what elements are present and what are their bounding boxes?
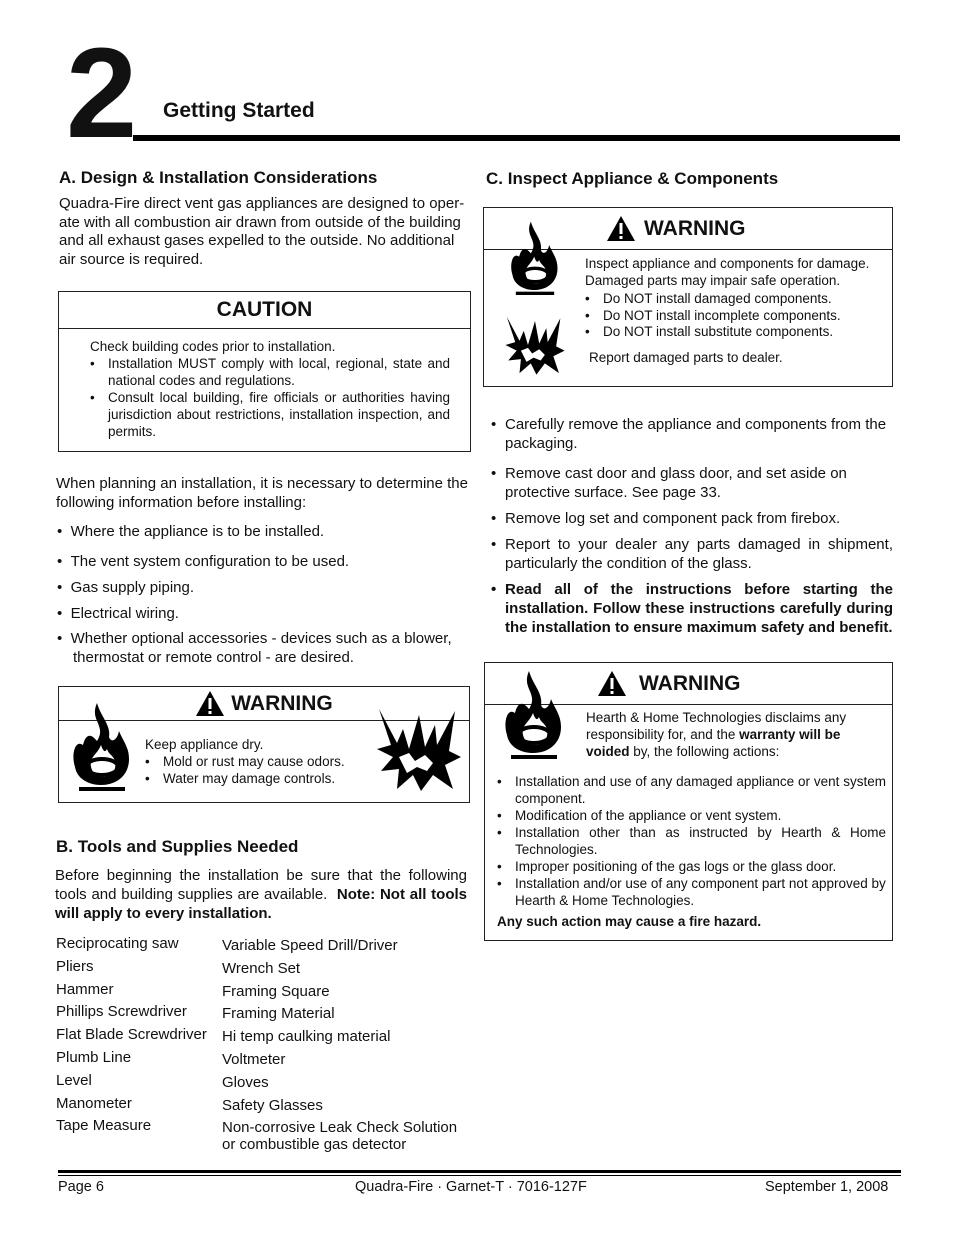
warning-title: WARNING [639,671,741,695]
section-a-intro [59,195,464,270]
warning-triangle-icon [597,670,627,697]
chapter-rule [133,135,900,141]
tool-item: Level [56,1071,92,1089]
warning-disclaimer-item: • Improper positioning of the gas logs or the glass door. [497,858,886,875]
warning-disclaimer-lead: Hearth & Home Technologies disclaims any responsibility for, and the warranty will be voided by, the following actions: [586,710,847,759]
tool-item: Reciprocating saw [56,935,179,952]
chapter-title: Getting Started [163,99,315,122]
caution-body [90,338,450,440]
planning-item: • The vent system configuration to be used. [57,553,350,570]
flame-icon [502,220,568,300]
footer-doc: Quadra-Fire · Garnet-T · 7016-127F [355,1179,587,1195]
warning-inspect-footer: Report damaged parts to dealer. [589,349,783,365]
inspect-step: • Report to your dealer any parts damaged in shipment, particularly the condition of the glass. [489,535,893,573]
warning-disclaimer-box [484,662,893,941]
inspect-steps [489,415,893,637]
inspect-step: • Remove cast door and glass door, and set aside on protective surface. See page 33. [489,464,893,502]
planning-item: • Gas supply piping. [57,579,194,596]
footer-rule [58,1170,901,1173]
warning-inspect-item: • Do NOT install substitute components. [585,324,875,341]
warning-title: WARNING [231,691,333,715]
tool-item: Tape Measure [56,1117,152,1135]
tool-item: Gloves [222,1073,269,1091]
warning-disclaimer-footer: Any such action may cause a fire hazard. [497,914,762,929]
caution-box [58,291,471,452]
tool-item: Hammer [56,980,114,998]
tool-item: Manometer [56,1094,132,1112]
tools-right-list [222,937,457,1159]
inspect-step-bold: • Read all of the instructions before starting the installation. Follow these instructions carefully during the installation to ensure maximum safety and benefit. [489,580,893,637]
warning-triangle-icon [606,215,636,242]
tool-item: Voltmeter [222,1050,286,1068]
warning-disclaimer-item: • Installation and/or use of any component part not approved by Hearth & Home Technologies. [497,875,886,909]
warning-disclaimer-item: • Modification of the appliance or vent system. [497,807,886,824]
warning-inspect-item: • Do NOT install incomplete components. [585,308,875,325]
tool-item: Non-corrosive Leak Check Solution [222,1119,458,1137]
caution-title: CAUTION [59,292,470,329]
tool-item: Flat Blade Screwdriver [56,1026,207,1044]
warning-disclaimer-body [497,773,886,930]
section-c-heading: C. Inspect Appliance & Components [486,169,779,188]
tool-item: Framing Material [222,1005,335,1023]
section-b-heading: B. Tools and Supplies Needed [56,837,299,856]
footer-date: September 1, 2008 [765,1179,889,1195]
section-b-intro: Before beginning the installation be sure that the following tools and building supplies are available. Note: Not all tools will apply to every installation. [55,867,467,922]
caution-lead: Check building codes prior to installation. [90,339,336,354]
intro-line: and all exhaust gases expelled to the outside. No additional [59,232,455,250]
intro-line: Quadra-Fire direct vent gas appliances are designed to oper- [59,195,465,212]
tool-item: or combustible gas detector [222,1136,407,1154]
warning-inspect-box [483,207,893,387]
footer-page: Page 6 [58,1179,104,1195]
intro-line: air source is required. [59,251,204,269]
section-a-heading: A. Design & Installation Considerations [59,168,378,187]
footer-rule [58,1175,901,1176]
flame-icon [67,701,137,797]
warning-dry-item: • Mold or rust may cause odors. [145,753,385,770]
tool-item: Pliers [56,957,94,975]
warning-dry-item: • Water may damage controls. [145,770,385,787]
warning-disclaimer-item: • Installation and use of any damaged appliance or vent system component. [497,773,886,807]
warning-dry-body [145,736,385,787]
tool-item: Variable Speed Drill/Driver [222,937,398,954]
planning-item: • Where the appliance is to be installed. [57,523,325,540]
tool-item: Phillips Screwdriver [56,1003,187,1021]
warning-triangle-icon [195,690,225,717]
explosion-icon [375,705,463,793]
tool-item: Hi temp caulking material [222,1028,391,1046]
intro-line: ate with all combustion air drawn from outside of the building [59,213,461,231]
warning-inspect-body [585,256,875,366]
flame-icon [499,669,569,765]
tool-item: Wrench Set [222,959,301,977]
planning-item: • Whether optional accessories - devices such as a blower, thermostat or remote control - are desired. [57,630,452,666]
warning-inspect-lead: Inspect appliance and components for damage. Damaged parts may impair safe operation. [585,256,870,288]
inspect-step: • Carefully remove the appliance and components from the packaging. [489,415,893,453]
planning-text: When planning an installation, it is necessary to determine the following information before installing: [56,475,468,511]
tool-item: Framing Square [222,982,330,1000]
planning-item: • Electrical wiring. [57,605,179,622]
section-b-note: Note: Not all tools will apply to every installation. [55,886,467,922]
warning-dry-box [58,686,470,803]
chapter-number: 2 [66,22,134,165]
caution-item: • Consult local building, fire officials or authorities having jurisdiction about restrictions, installation inspection, and permits. [90,389,450,440]
warning-disclaimer-item: • Installation other than as instructed by Hearth & Home Technologies. [497,824,886,858]
inspect-step: • Remove log set and component pack from firebox. [489,509,893,528]
tool-item: Safety Glasses [222,1096,323,1114]
tool-item: Plumb Line [56,1048,132,1066]
tools-left-list [56,935,207,1140]
caution-item: • Installation MUST comply with local, regional, state and national codes and regulations. [90,355,450,389]
warning-dry-lead: Keep appliance dry. [145,737,264,752]
explosion-icon [504,314,566,376]
warning-title: WARNING [644,216,746,240]
warning-inspect-item: • Do NOT install damaged components. [585,291,875,308]
